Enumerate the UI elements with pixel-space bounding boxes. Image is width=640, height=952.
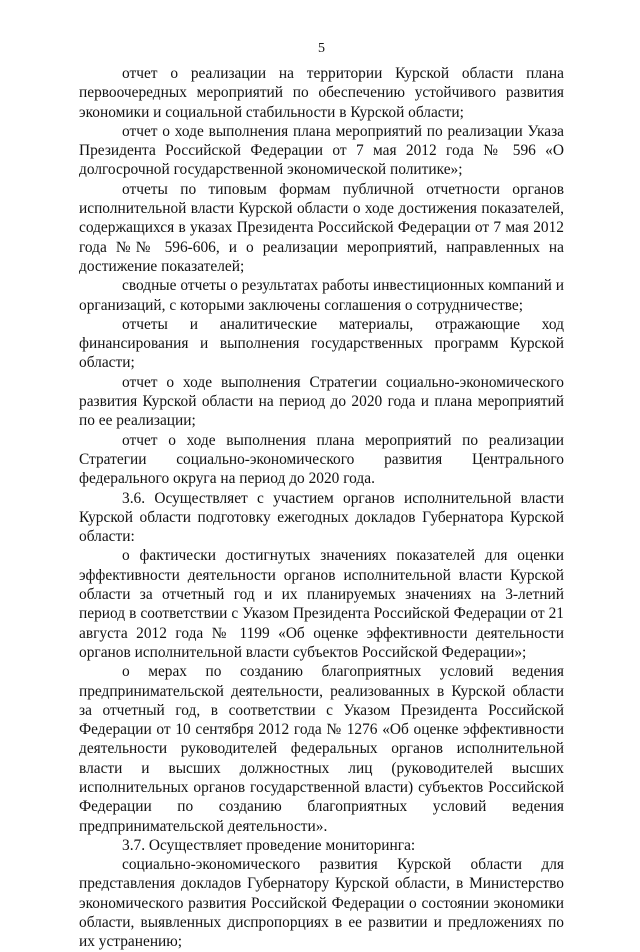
paragraph-decree-1199: о фактически достигнутых значениях показателей для оценки эффективности деятельности органов исполнительной власти Курской области за отчетный год и их планируемых значениях на 3-летний период в соответствии с Указом Президента Российской Федерации от 21 августа 2012 года № 1199 «Об оценке эффективности деятельности органов исполнительной власти субъектов Российской Федерации»; [79,547,564,661]
paragraph-regional-strategy: отчет о ходе выполнения Стратегии социально-экономического развития Курской области на период до 2020 года и плана мероприятий по ее реализации; [79,373,564,430]
paragraph-state-programs: отчеты и аналитические материалы, отражающие ход финансирования и выполнения государственных программ Курской области; [79,315,564,372]
paragraph-central-district-strategy: отчет о ходе выполнения плана мероприятий по реализации Стратегии социально-экономического развития Центрального федерального округа на период до 2020 года. [79,431,564,488]
paragraph-section-3-7: 3.7. Осуществляет проведение мониторинга: [122,836,416,854]
paragraph-decree-1276: о мерах по созданию благоприятных условий ведения предпринимательской деятельности, реализованных в Курской области за отчетный год, в соответствии с Указом Президента Российской Федерации от 10 сентября 2012 года № 1276 «Об оценке эффективности деятельности руководителей федеральных органов исполнительной власти и высших должностных лиц (руководителей высших исполнительных органов государственной власти) субъектов Российской Федерации по созданию благоприятных условий ведения предпринимательской деятельности». [79,663,564,835]
paragraph-investment-reports: сводные отчеты о результатах работы инвестиционных компаний и организаций, с которыми заключены соглашения о сотрудничестве; [79,277,564,314]
paragraph-section-3-6: 3.6. Осуществляет с участием органов исполнительной власти Курской области подготовку ежегодных докладов Губернатора Курской области: [79,489,564,546]
paragraph-report-decree-596: отчет о ходе выполнения плана мероприятий по реализации Указа Президента Российской Федерации от 7 мая 2012 года № 596 «О долгосрочной государственной экономической политике»; [79,122,564,179]
paragraph-public-reporting-forms: отчеты по типовым формам публичной отчетности органов исполнительной власти Курской области о ходе достижения показателей, содержащихся в указах Президента Российской Федерации от 7 мая 2012 года №№ 596-606, и о реализации мероприятий, направленных на достижение показателей; [79,180,564,275]
paragraph-monitoring-development: социально-экономического развития Курской области для представления докладов Губернатору Курской области, в Министерство экономического развития Российской Федерации о состоянии экономики области, выявленных диспропорциях в ее развитии и предложениях по их устранению; [79,856,564,951]
paragraph-report-priority-measures: отчет о реализации на территории Курской области плана первоочередных мероприятий по обеспечению устойчивого развития экономики и социальной стабильности в Курской области; [79,65,564,121]
body-text [79,64,564,952]
page-number: 5 [318,41,325,56]
